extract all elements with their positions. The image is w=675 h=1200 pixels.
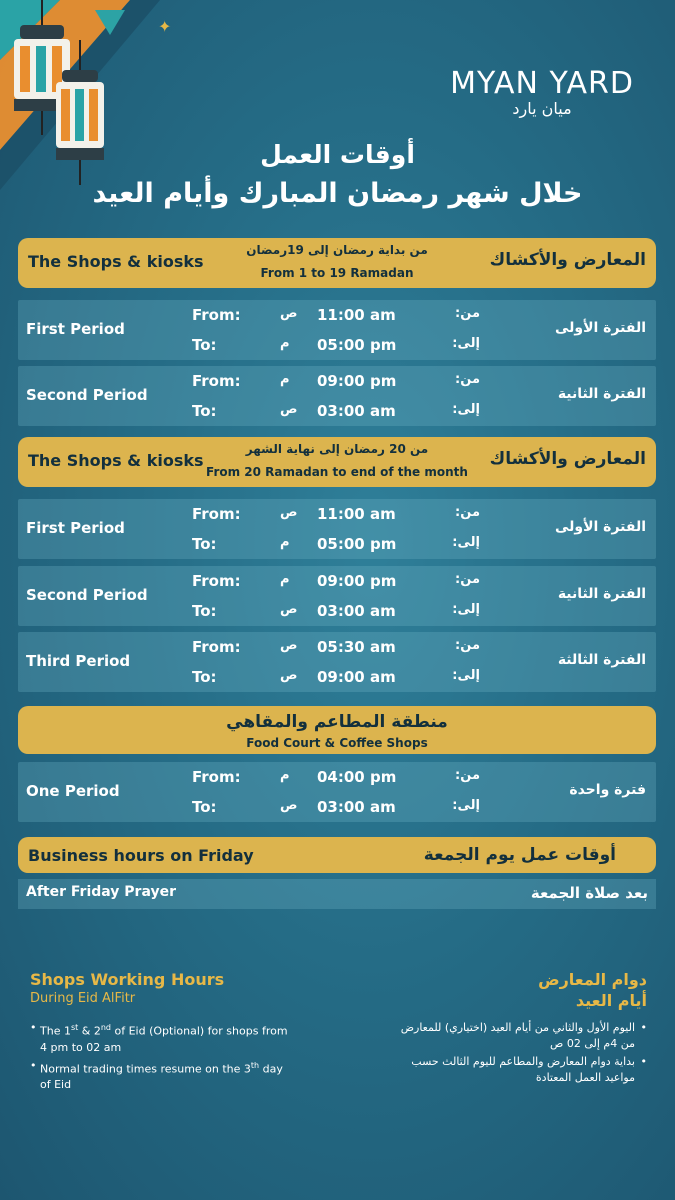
ampm-ar: م xyxy=(280,572,290,587)
brand-name-ar: ميان يارد xyxy=(512,99,572,118)
section1-banner xyxy=(18,238,656,288)
to-line xyxy=(18,798,656,820)
ampm-en: am xyxy=(370,638,396,656)
friday-note-en: After Friday Prayer xyxy=(26,884,177,900)
ampm-en: pm xyxy=(370,572,397,590)
period-label-ar: الفترة الثانية xyxy=(557,586,646,602)
to-label: To: xyxy=(192,402,217,420)
from-label-ar: من: xyxy=(455,572,480,587)
section2-range-ar: من 20 رمضان إلى نهاية الشهر xyxy=(245,442,429,456)
eid-hours-en xyxy=(30,970,290,1095)
time-value: 05:00 xyxy=(317,535,365,553)
brand-name-en: MYAN YARD xyxy=(450,66,634,101)
eid-notes-en xyxy=(30,1020,290,1093)
from-label-ar: من: xyxy=(455,306,480,321)
time-value: 09:00 xyxy=(317,668,365,686)
food-court-title-ar: منطقة المطاعم والمقاهي xyxy=(226,712,448,732)
ampm-ar: ص xyxy=(280,505,298,520)
friday-title-ar: أوقات عمل يوم الجمعة xyxy=(423,845,616,865)
page-title: أوقات العمل xyxy=(260,140,415,169)
ampm-ar: م xyxy=(280,336,290,351)
to-line xyxy=(18,668,656,690)
section1-range-en: From 1 to 19 Ramadan xyxy=(260,266,414,280)
ampm-en: am xyxy=(370,668,396,686)
to-label-ar: إلى: xyxy=(452,668,480,683)
ampm-ar: م xyxy=(280,768,290,783)
eid-note-ar-1: • اليوم الأول والثاني من أيام العيد (اختياري) للمعارض من 4م إلى 02 ص xyxy=(397,1020,635,1052)
time-value: 11:00 xyxy=(317,306,365,324)
ampm-en: pm xyxy=(370,535,397,553)
eid-heading-ar: دوام المعارض xyxy=(538,970,647,989)
time-value: 09:00 xyxy=(317,372,365,390)
schedule-row xyxy=(18,566,656,626)
food-court-title-en: Food Court & Coffee Shops xyxy=(246,736,428,750)
period-label-ar: فترة واحدة xyxy=(569,782,646,798)
ampm-en: am xyxy=(370,306,396,324)
from-label-ar: من: xyxy=(455,638,480,653)
time-value: 05:30 xyxy=(317,638,365,656)
eid-notes-ar xyxy=(397,1020,647,1086)
ampm-ar: ص xyxy=(280,668,298,683)
ampm-ar: م xyxy=(280,535,290,550)
section2-title-en: The Shops & kiosks xyxy=(28,451,204,470)
eid-subheading-en: During Eid AlFitr xyxy=(30,991,136,1006)
from-label: From: xyxy=(192,505,241,523)
from-label: From: xyxy=(192,768,241,786)
friday-title-en: Business hours on Friday xyxy=(28,846,254,865)
to-label-ar: إلى: xyxy=(452,336,480,351)
from-label: From: xyxy=(192,372,241,390)
ampm-ar: م xyxy=(280,372,290,387)
brand-logo xyxy=(437,66,647,118)
to-label-ar: إلى: xyxy=(452,602,480,617)
period-label-en: Second Period xyxy=(26,586,148,604)
from-label-ar: من: xyxy=(455,768,480,783)
to-line xyxy=(18,402,656,424)
eid-note-1: • The 1st & 2nd of Eid (Optional) for shops from 4 pm to 02 am xyxy=(40,1020,290,1056)
section1-title-en: The Shops & kiosks xyxy=(28,252,204,271)
from-line xyxy=(18,768,656,790)
to-label: To: xyxy=(192,535,217,553)
section1-title-ar: المعارض والأكشاك xyxy=(489,250,646,270)
eid-subheading-ar: أيام العيد xyxy=(575,991,647,1010)
period-label-en: First Period xyxy=(26,320,125,338)
schedule-row xyxy=(18,366,656,426)
time-value: 03:00 xyxy=(317,798,365,816)
ampm-ar: ص xyxy=(280,306,298,321)
to-label-ar: إلى: xyxy=(452,798,480,813)
section1-range-ar: من بداية رمضان إلى 19رمضان xyxy=(246,243,428,257)
section2-banner xyxy=(18,437,656,487)
from-label: From: xyxy=(192,306,241,324)
time-value: 11:00 xyxy=(317,505,365,523)
schedule-row xyxy=(18,300,656,360)
period-label-en: Second Period xyxy=(26,386,148,404)
period-label-en: Third Period xyxy=(26,652,131,670)
to-label: To: xyxy=(192,602,217,620)
section2-title-ar: المعارض والأكشاك xyxy=(489,449,646,469)
period-label-ar: الفترة الأولى xyxy=(554,320,646,336)
page-subtitle: خلال شهر رمضان المبارك وأيام العيد xyxy=(92,178,583,209)
period-label-en: One Period xyxy=(26,782,120,800)
to-label: To: xyxy=(192,336,217,354)
ampm-en: am xyxy=(370,602,396,620)
ampm-ar: ص xyxy=(280,798,298,813)
to-label: To: xyxy=(192,668,217,686)
period-label-en: First Period xyxy=(26,519,125,537)
eid-hours-ar xyxy=(397,970,647,1088)
to-line xyxy=(18,602,656,624)
schedule-row xyxy=(18,499,656,559)
friday-banner xyxy=(18,837,656,873)
eid-note-ar-2: • بداية دوام المعارض والمطاعم لليوم الثالث حسب مواعيد العمل المعتادة xyxy=(397,1054,635,1086)
friday-row xyxy=(18,879,656,909)
to-label: To: xyxy=(192,798,217,816)
period-label-ar: الفترة الثانية xyxy=(557,386,646,402)
food-court-banner xyxy=(18,706,656,754)
from-label: From: xyxy=(192,638,241,656)
ampm-ar: ص xyxy=(280,402,298,417)
friday-note-ar: بعد صلاة الجمعة xyxy=(530,884,648,902)
from-label-ar: من: xyxy=(455,372,480,387)
time-value: 05:00 xyxy=(317,336,365,354)
to-line xyxy=(18,336,656,358)
ampm-en: pm xyxy=(370,768,397,786)
ampm-en: pm xyxy=(370,336,397,354)
eid-note-2: • Normal trading times resume on the 3th day of Eid xyxy=(40,1058,290,1094)
period-label-ar: الفترة الثالثة xyxy=(557,652,646,668)
ampm-en: am xyxy=(370,798,396,816)
eid-heading-en: Shops Working Hours xyxy=(30,970,225,989)
ampm-en: pm xyxy=(370,372,397,390)
time-value: 03:00 xyxy=(317,402,365,420)
ampm-ar: ص xyxy=(280,638,298,653)
ampm-en: am xyxy=(370,505,396,523)
section2-range-en: From 20 Ramadan to end of the month xyxy=(206,465,468,479)
time-value: 04:00 xyxy=(317,768,365,786)
time-value: 09:00 xyxy=(317,572,365,590)
period-label-ar: الفترة الأولى xyxy=(554,519,646,535)
schedule-row xyxy=(18,632,656,692)
to-line xyxy=(18,535,656,557)
svg-text:✦: ✦ xyxy=(158,17,172,36)
ampm-ar: ص xyxy=(280,602,298,617)
ampm-en: am xyxy=(370,402,396,420)
lantern-decoration-icon xyxy=(0,0,200,200)
schedule-row xyxy=(18,762,656,822)
to-label-ar: إلى: xyxy=(452,402,480,417)
to-label-ar: إلى: xyxy=(452,535,480,550)
from-label-ar: من: xyxy=(455,505,480,520)
from-label: From: xyxy=(192,572,241,590)
time-value: 03:00 xyxy=(317,602,365,620)
